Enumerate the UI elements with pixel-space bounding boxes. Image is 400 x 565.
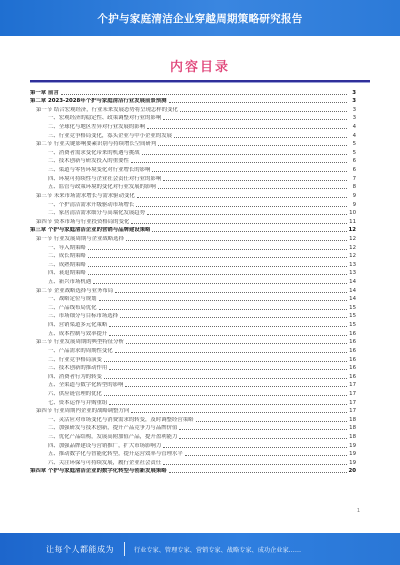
toc-entry[interactable] [30, 164, 356, 173]
toc-entry-page: 18 [349, 416, 356, 423]
toc-dot-leader [163, 119, 347, 120]
toc-entry-page: 14 [349, 279, 356, 286]
toc-entry[interactable] [30, 121, 356, 130]
toc-entry[interactable] [30, 139, 356, 148]
toc-entry[interactable] [30, 96, 356, 105]
toc-entry-label: 第四章 个护与家庭清洁企业的数字化转型与创新发展策略 [30, 468, 167, 475]
toc-dot-leader [142, 154, 347, 155]
toc-entry-label: 二、家居清洁需求细分与高端化发展趋势 [48, 210, 146, 217]
toc-entry-page: 16 [349, 373, 356, 380]
toc-entry-label: 三、优化产品结构，发展高附加值产品，提升盈利能力 [48, 433, 178, 440]
toc-entry[interactable] [30, 104, 356, 113]
toc-entry-page: 19 [349, 442, 356, 449]
toc-entry-page: 16 [349, 330, 356, 337]
toc-entry[interactable] [30, 216, 356, 225]
toc-entry[interactable] [30, 345, 356, 354]
table-of-contents [30, 87, 356, 474]
toc-entry[interactable] [30, 337, 356, 346]
toc-entry-page: 15 [349, 313, 356, 320]
toc-entry-label: 六、关注环保与可持续发展，履行企业社会责任 [48, 459, 162, 466]
toc-entry-page: 12 [349, 253, 356, 260]
toc-dot-leader [104, 378, 347, 379]
toc-entry-page: 16 [349, 347, 356, 354]
toc-dot-leader [163, 464, 347, 465]
toc-entry[interactable] [30, 190, 356, 199]
toc-entry-label: 四、环境可持续性与企业社会责任对行业的影响 [48, 175, 162, 182]
toc-dot-leader [179, 429, 347, 430]
toc-entry-label: 四、衰退期策略 [48, 270, 86, 277]
toc-entry-page: 20 [348, 468, 356, 475]
toc-entry-label: 一、个护清洁需求升级驱动市场增长 [48, 201, 135, 208]
toc-dot-leader [179, 438, 347, 439]
toc-entry[interactable] [30, 208, 356, 217]
toc-entry[interactable] [30, 431, 356, 440]
toc-entry[interactable] [30, 276, 356, 285]
toc-dot-leader [169, 472, 347, 473]
toc-entry-label: 三、市场细分与目标市场选择 [48, 313, 119, 320]
toc-entry[interactable] [30, 354, 356, 363]
toc-entry-page: 19 [349, 451, 356, 458]
toc-entry-page: 7 [352, 175, 356, 182]
toc-entry-page: 4 [352, 124, 356, 131]
toc-dot-leader [115, 352, 347, 353]
toc-entry-page: 15 [349, 304, 356, 311]
toc-entry-page: 17 [349, 399, 356, 406]
toc-entry-label: 一、产品需求的周期性变化 [48, 347, 113, 354]
toc-entry-page: 8 [352, 184, 356, 191]
toc-entry[interactable] [30, 268, 356, 277]
toc-entry-page: 3 [352, 115, 356, 122]
toc-entry-label: 五、推动数字化与智能化转型，提升运营效率与管理水平 [48, 451, 183, 458]
toc-entry[interactable] [30, 173, 356, 182]
toc-dot-leader [104, 361, 347, 362]
footer-banner [0, 533, 400, 565]
toc-dot-leader [136, 206, 347, 207]
toc-entry-label: 五、监管与政策环境的变化对行业发展的影响 [48, 184, 156, 191]
toc-entry-label: 三、行业竞争格局变化，寡头企业与中小企业的发展 [48, 132, 172, 139]
toc-entry-page: 12 [349, 244, 356, 251]
toc-entry-page: 9 [352, 192, 356, 199]
toc-entry[interactable] [30, 233, 356, 242]
toc-entry-label: 第二节 行业关键影响要素识别与持续增长空间研判 [36, 141, 157, 148]
toc-dot-leader [131, 412, 347, 413]
toc-entry-page: 10 [349, 210, 356, 217]
toc-entry-label: 三、渠道与零售环境变化对行业增长的影响 [48, 167, 151, 174]
toc-entry[interactable] [30, 406, 356, 415]
toc-dot-leader [158, 145, 347, 146]
toc-entry-label: 一、战略定位与规划 [48, 296, 97, 303]
toc-entry[interactable] [30, 388, 356, 397]
toc-entry-label: 五、成本控制与效率提升 [48, 330, 108, 337]
toc-entry[interactable] [30, 449, 356, 458]
toc-entry-label: 二、行业竞争格局演变 [48, 356, 102, 363]
toc-dot-leader [158, 188, 347, 189]
toc-entry[interactable] [30, 294, 356, 303]
toc-entry[interactable] [30, 423, 356, 432]
toc-dot-leader [125, 386, 347, 387]
toc-entry[interactable] [30, 371, 356, 380]
toc-entry-page: 5 [352, 149, 356, 156]
toc-entry-page: 9 [352, 201, 356, 208]
toc-entry-label: 二、全球化与地区差异对行业发展的影响 [48, 124, 146, 131]
toc-entry[interactable] [30, 363, 356, 372]
toc-entry[interactable] [30, 182, 356, 191]
toc-entry-label: 第二章 2023-2028年个护与家庭清洁行业发展前景预测 [30, 98, 167, 105]
toc-entry[interactable] [30, 319, 356, 328]
toc-entry[interactable] [30, 113, 356, 122]
toc-divider [30, 80, 370, 83]
toc-entry-label: 二、技术创新与研发投入的重要性 [48, 158, 129, 165]
toc-entry[interactable] [30, 251, 356, 260]
toc-dot-leader [152, 171, 347, 172]
footer-separator [124, 542, 125, 556]
toc-dot-leader [147, 128, 347, 129]
toc-entry-label: 第四节 行业周期内企业的战略调整方向 [36, 408, 130, 415]
toc-dot-leader [137, 197, 347, 198]
toc-dot-leader [131, 162, 347, 163]
toc-entry[interactable] [30, 457, 356, 466]
toc-entry-label: 一、消费者需求变化带来的机遇与挑战 [48, 149, 140, 156]
toc-dot-leader [152, 231, 347, 232]
toc-entry-label: 二、成长期策略 [48, 253, 86, 260]
toc-entry-label: 五、全渠道与数字化转型的影响 [48, 382, 124, 389]
report-title: 个护与家庭清洁企业穿越周期策略研究报告 [97, 12, 303, 25]
toc-entry[interactable] [30, 302, 356, 311]
toc-entry-label: 四、消费者行为的转变 [48, 373, 102, 380]
toc-dot-leader [196, 421, 347, 422]
toc-entry[interactable] [30, 130, 356, 139]
toc-entry[interactable] [30, 328, 356, 337]
toc-entry[interactable] [30, 199, 356, 208]
toc-entry[interactable] [30, 285, 356, 294]
toc-entry-page: 19 [349, 459, 356, 466]
toc-entry-page: 17 [349, 382, 356, 389]
toc-dot-leader [115, 292, 347, 293]
toc-dot-leader [88, 274, 347, 275]
toc-entry-label: 七、资本运作与并购重组 [48, 399, 108, 406]
toc-entry[interactable] [30, 156, 356, 165]
toc-dot-leader [126, 240, 347, 241]
toc-entry-page: 12 [349, 235, 356, 242]
toc-entry-label: 四、营销渠道多元化策略 [48, 322, 108, 329]
toc-dot-leader [126, 343, 347, 344]
toc-entry-page: 3 [352, 106, 356, 113]
toc-entry-label: 一、灵活应对市场变化与消费需求的转变，及时调整经营策略 [48, 416, 194, 423]
toc-entry-label: 二、产品线布局优化 [48, 304, 97, 311]
toc-entry-page: 6 [352, 167, 356, 174]
toc-entry-page: 18 [349, 425, 356, 432]
toc-entry-page: 18 [349, 433, 356, 440]
toc-entry-label: 一、导入期策略 [48, 244, 86, 251]
toc-entry-label: 三、成熟期策略 [48, 261, 86, 268]
toc-dot-leader [163, 447, 347, 448]
footer-roles: 行业专家、管理专家、营销专家、战略专家、成功企业家…… [134, 546, 302, 554]
toc-dot-leader [93, 283, 347, 284]
toc-entry[interactable] [30, 466, 356, 475]
toc-entry-page: 17 [349, 408, 356, 415]
toc-dot-leader [88, 249, 347, 250]
toc-entry-label: 第一节 行业发展周期与企业战略选择 [36, 235, 124, 242]
toc-entry[interactable] [30, 397, 356, 406]
toc-entry-label: 第四节 资本市场与行业投资格局的变化 [36, 218, 130, 225]
toc-entry-label: 一、宏观经济的稳定性、政策调整对行业的影响 [48, 115, 162, 122]
toc-entry-label: 第三章 个护与家庭清洁企业的营销与品牌建设策略 [30, 227, 151, 234]
toc-dot-leader [61, 94, 347, 95]
toc-entry[interactable] [30, 259, 356, 268]
toc-dot-leader [99, 309, 347, 310]
toc-entry-page: 11 [349, 218, 356, 225]
page-number: 1 [356, 508, 360, 514]
toc-dot-leader [109, 326, 347, 327]
report-header-banner [0, 0, 400, 36]
toc-entry-label: 第三节 行业发展周期的典型特征分析 [36, 339, 124, 346]
toc-dot-leader [180, 111, 347, 112]
toc-dot-leader [109, 335, 347, 336]
toc-entry[interactable] [30, 87, 356, 96]
toc-dot-leader [163, 180, 347, 181]
toc-entry-label: 二、加强研发与技术创新，提升产品竞争力与品牌价值 [48, 425, 178, 432]
toc-heading: 内容目录 [169, 60, 230, 75]
toc-entry-page: 13 [349, 261, 356, 268]
toc-entry-page: 4 [352, 132, 356, 139]
toc-dot-leader [109, 369, 347, 370]
toc-entry-page: 3 [352, 89, 356, 96]
footer-slogan: 让每个人都能成为 [46, 544, 114, 554]
toc-entry-page: 16 [349, 339, 356, 346]
toc-entry[interactable] [30, 380, 356, 389]
toc-entry-label: 第二节 企业战略选择与业务布局 [36, 287, 114, 294]
toc-entry-label: 五、新兴市场机遇 [48, 279, 92, 286]
toc-entry-page: 3 [352, 98, 356, 105]
toc-dot-leader [147, 214, 347, 215]
toc-entry[interactable] [30, 147, 356, 156]
toc-entry-page: 13 [349, 270, 356, 277]
toc-dot-leader [88, 257, 347, 258]
toc-dot-leader [88, 266, 347, 267]
toc-entry-page: 15 [349, 322, 356, 329]
toc-entry-page: 5 [352, 141, 356, 148]
toc-entry-page: 17 [349, 390, 356, 397]
toc-entry-label: 第三节 未来市场需求增长与需求驱动变化 [36, 192, 135, 199]
toc-dot-leader [131, 223, 347, 224]
toc-entry-label: 第一节 结合宏观经济，行业未来发展态势将呈现怎样的变化 [36, 106, 178, 113]
toc-dot-leader [109, 404, 347, 405]
toc-entry-page: 6 [352, 158, 356, 165]
toc-dot-leader [120, 317, 347, 318]
toc-entry-page: 16 [349, 365, 356, 372]
toc-entry-page: 14 [349, 296, 356, 303]
toc-entry[interactable] [30, 225, 356, 234]
toc-entry-label: 三、技术创新的推动作用 [48, 365, 108, 372]
toc-dot-leader [185, 455, 347, 456]
toc-entry[interactable] [30, 440, 356, 449]
toc-entry[interactable] [30, 242, 356, 251]
toc-entry-page: 12 [348, 227, 356, 234]
toc-dot-leader [104, 395, 347, 396]
toc-entry-label: 六、供应链管理的优化 [48, 390, 102, 397]
toc-entry[interactable] [30, 311, 356, 320]
toc-entry-page: 14 [349, 287, 356, 294]
toc-dot-leader [169, 102, 347, 103]
toc-entry[interactable] [30, 414, 356, 423]
toc-dot-leader [99, 300, 347, 301]
toc-entry-page: 16 [349, 356, 356, 363]
toc-entry-label: 第一章 前言 [30, 89, 59, 96]
toc-entry-label: 四、加强品牌建设与营销推广，扩大市场影响力 [48, 442, 162, 449]
toc-dot-leader [174, 137, 347, 138]
